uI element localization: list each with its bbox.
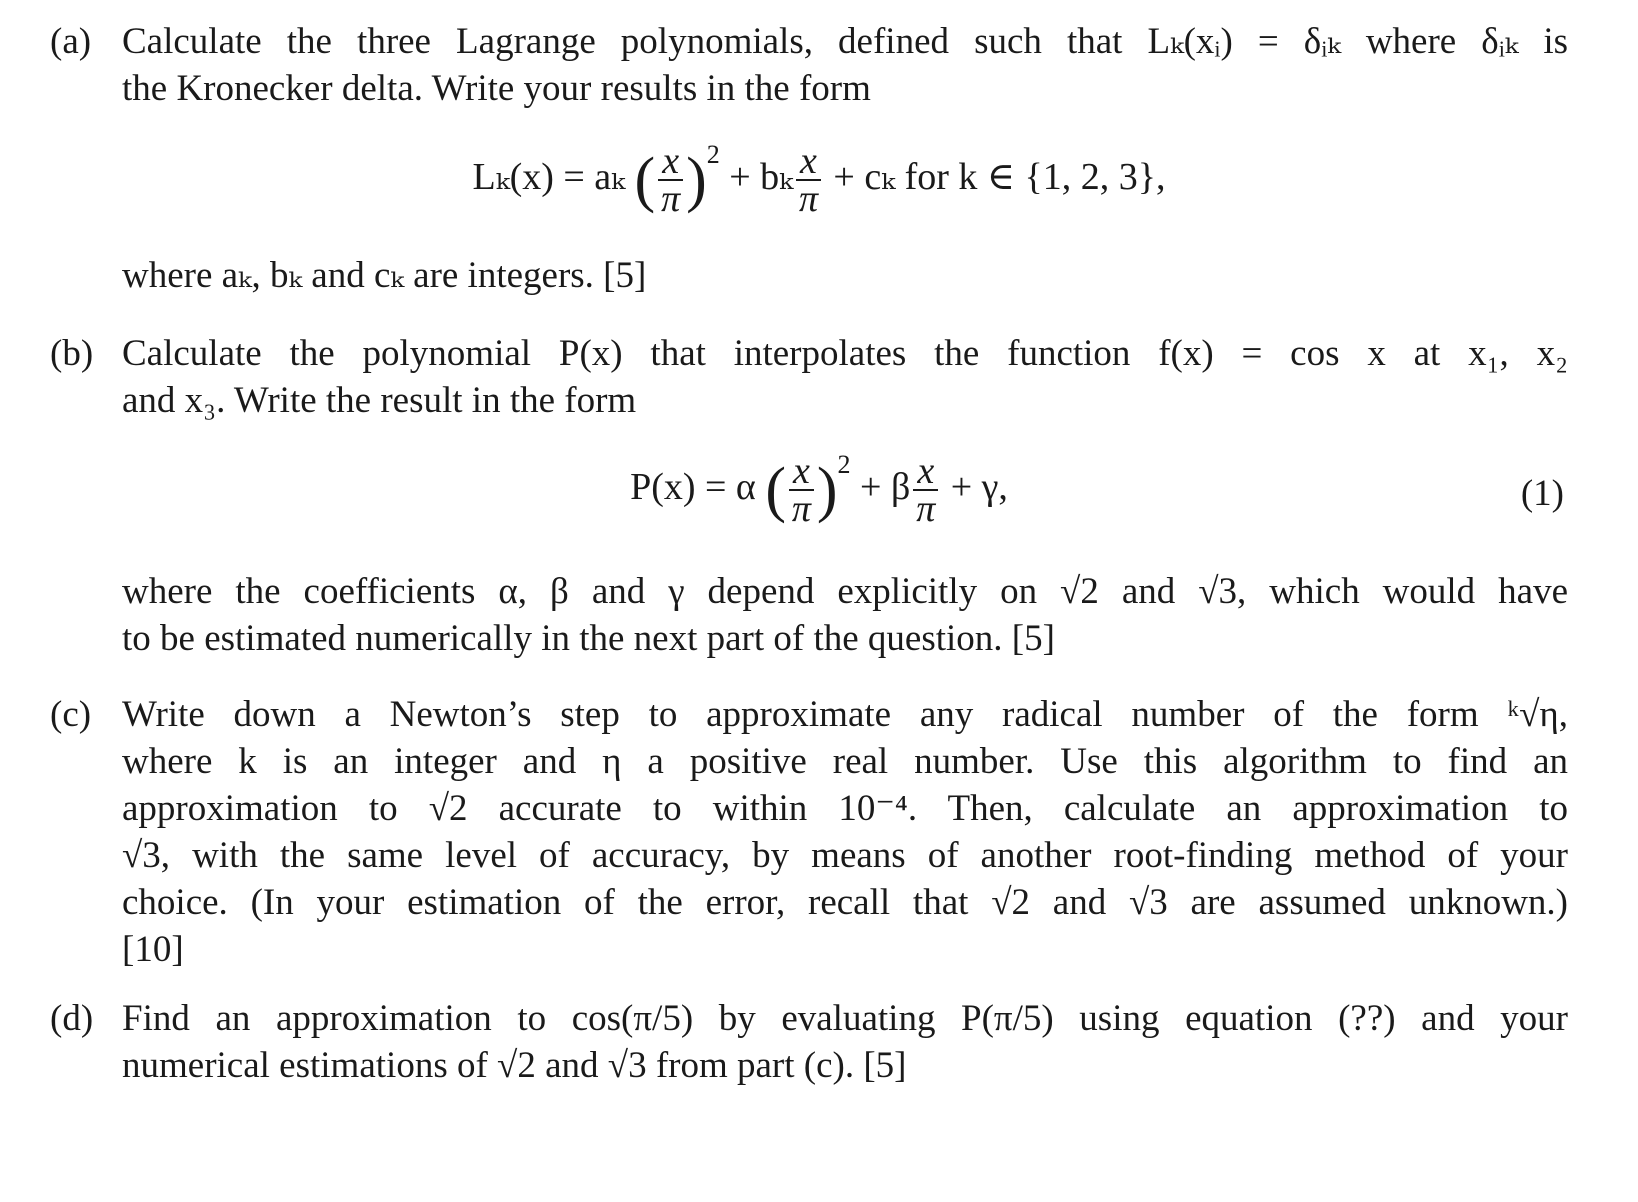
equation-number: (1) [1520, 473, 1564, 514]
part-b-label: (b) [50, 333, 94, 374]
exponent: 2 [837, 450, 851, 479]
p-eq-mid: + β [860, 466, 911, 508]
p-eq-right: + γ, [950, 466, 1008, 508]
frac-denominator: π [798, 178, 818, 221]
frac-numerator: x [913, 453, 938, 491]
part-d-line-1: Find an approximation to cos(π/5) by evaluating P(π/5) using equation (??) and your [122, 998, 1568, 1039]
frac-numerator: x [658, 143, 683, 181]
part-b-line-2: and x₃. Write the result in the form [122, 380, 637, 421]
part-b-text [122, 330, 1568, 424]
part-a-line-3: where aₖ, bₖ and cₖ are integers. [5] [122, 255, 647, 296]
part-c-label: (c) [50, 694, 92, 735]
fraction-x-over-pi [789, 450, 814, 531]
lagrange-eq-mid: + bₖ [729, 156, 794, 198]
part-a-line-2: the Kronecker delta. Write your results in the form [122, 68, 871, 109]
part-c-line-3: approximation to √2 accurate to within 10⁻⁴. Then, calculate an approximation to [122, 788, 1568, 829]
open-paren: ( [765, 455, 787, 524]
part-a-text [122, 18, 1568, 112]
part-d-text [122, 995, 1568, 1089]
lagrange-eq-left: Lₖ(x) = aₖ [472, 156, 626, 198]
part-a-label: (a) [50, 21, 92, 62]
part-c-line-2: where k is an integer and η a positive real number. Use this algorithm to find an [122, 741, 1568, 782]
lagrange-eq-right: + cₖ for k ∈ {1, 2, 3}, [833, 156, 1166, 198]
part-c-line-4: √3, with the same level of accuracy, by means of another root-finding method of your [122, 835, 1568, 876]
part-a-line-1: Calculate the three Lagrange polynomials, defined such that Lₖ(xᵢ) = δᵢₖ where δᵢₖ is [122, 21, 1568, 62]
part-c-text [122, 691, 1568, 973]
fraction-x-over-pi-2 [796, 140, 821, 221]
part-c-line-1: Write down a Newton’s step to approximate any radical number of the form ᵏ√η, [122, 694, 1568, 735]
fraction-x-over-pi [658, 140, 683, 221]
part-d-label: (d) [50, 998, 94, 1039]
open-paren: ( [634, 145, 656, 214]
frac-denominator: π [661, 178, 681, 221]
interpolation-equation [0, 450, 1638, 540]
close-paren: ) [816, 455, 838, 524]
part-c-line-5: choice. (In your estimation of the error, recall that √2 and √3 are assumed unknown.) [122, 882, 1568, 923]
frac-numerator: x [796, 143, 821, 181]
part-b-line-3: where the coefficients α, β and γ depend explicitly on √2 and √3, which would have [122, 571, 1568, 612]
frac-numerator: x [789, 453, 814, 491]
part-b-line-4: to be estimated numerically in the next part of the question. [5] [122, 618, 1055, 659]
fraction-x-over-pi-2 [913, 450, 938, 531]
frac-denominator: π [791, 488, 811, 531]
part-a-tail-text [122, 252, 1568, 299]
part-d-line-2: numerical estimations of √2 and √3 from part (c). [5] [122, 1045, 907, 1086]
part-b-line-1: Calculate the polynomial P(x) that interpolates the function f(x) = cos x at x₁, x₂ [122, 333, 1568, 374]
frac-denominator: π [916, 488, 936, 531]
close-paren: ) [686, 145, 707, 214]
part-c-line-6: [10] [122, 929, 184, 970]
p-eq-left: P(x) = α [630, 466, 756, 508]
part-b-tail-text [122, 568, 1568, 662]
exponent: 2 [706, 140, 720, 169]
lagrange-equation [0, 140, 1638, 230]
